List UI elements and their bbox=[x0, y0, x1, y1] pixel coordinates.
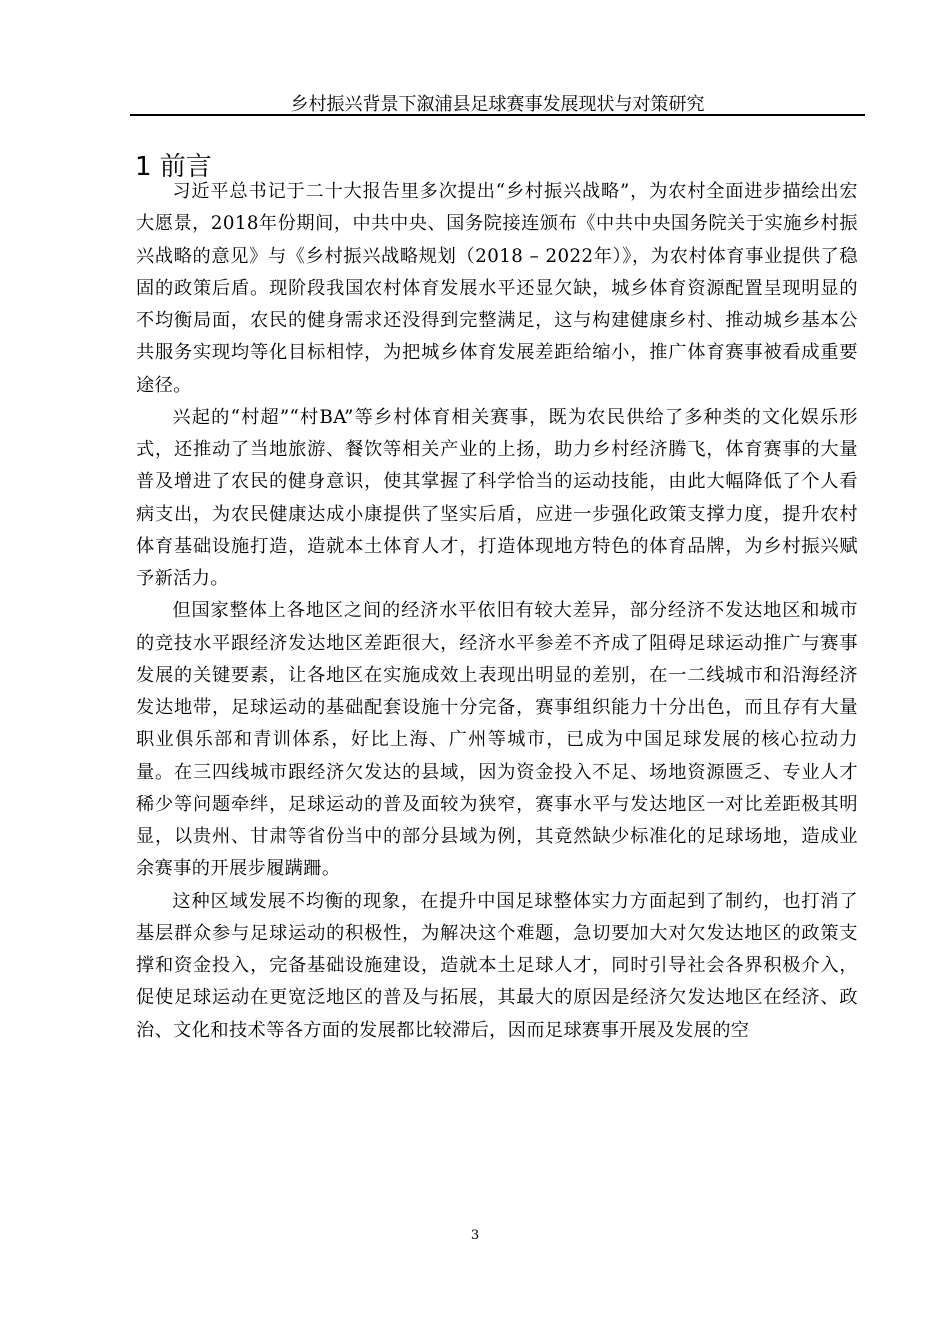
paragraph: 习近平总书记于二十大报告里多次提出“乡村振兴战略”，为农村全面进步描绘出宏大愿景，2018年份期间，中共中央、国务院接连颁布《中共中央国务院关于实施乡村振兴战略的意见》与《乡村振兴战略规划（2018 – 2022年）》，为农村体育事业提供了稳固的政策后盾。现阶段我国农村体育发展水平还显欠缺，城乡体育资源配置呈现明显的不均衡局面，农民的健身需求还没得到完整满足，这与构建健康乡村、推动城乡基本公共服务实现均等化目标相悖，为把城乡体育发展差距给缩小，推广体育赛事被看成重要途径。 bbox=[136, 181, 858, 396]
page-number: 3 bbox=[470, 1228, 480, 1243]
paragraph: 但国家整体上各地区之间的经济水平依旧有较大差异，部分经济不发达地区和城市的竞技水平跟经济发达地区差距很大，经济水平参差不齐成了阻碍足球运动推广与赛事发展的关键要素，让各地区在实施成效上表现出明显的差别，在一二线城市和沿海经济发达地带，足球运动的基础配套设施十分完备，赛事组织能力十分出色，而且存有大量职业俱乐部和青训体系，好比上海、广州等城市，已成为中国足球发展的核心拉动力量。在三四线城市跟经济欠发达的县域，因为资金投入不足、场地资源匮乏、专业人才稀少等问题牵绊，足球运动的普及面较为狭窄，赛事水平与发达地区一对比差距极其明显，以贵州、甘肃等省份当中的部分县域为例，其竟然缺少标准化的足球场地，造成业余赛事的开展步履蹒跚。 bbox=[136, 600, 858, 880]
paragraph: 兴起的“村超”“村BA”等乡村体育相关赛事，既为农民供给了多种类的文化娱乐形式，还推动了当地旅游、餐饮等相关产业的上扬，助力乡村经济腾飞，体育赛事的大量普及增进了农民的健身意识，使其掌握了科学恰当的运动技能，由此大幅降低了个人看病支出，为农民健康达成小康提供了坚实后盾，应进一步强化政策支撑力度，提升农村体育基础设施打造，造就本土体育人才，打造体现地方特色的体育品牌，为乡村振兴赋予新活力。 bbox=[136, 406, 858, 589]
section-title: 1 前言 bbox=[135, 152, 212, 182]
header-rule bbox=[130, 114, 865, 116]
body-text bbox=[136, 176, 858, 1047]
running-header: 乡村振兴背景下溆浦县足球赛事发展现状与对策研究 bbox=[290, 94, 705, 115]
paragraph: 这种区域发展不均衡的现象，在提升中国足球整体实力方面起到了制约，也打消了基层群众参与足球运动的积极性，为解决这个难题，急切要加大对欠发达地区的政策支撑和资金投入，完备基础设施建设，造就本土足球人才，同时引导社会各界积极介入，促使足球运动在更宽泛地区的普及与拓展，其最大的原因是经济欠发达地区在经济、政治、文化和技术等各方面的发展都比较滞后，因而足球赛事开展及发展的空 bbox=[136, 890, 858, 1041]
